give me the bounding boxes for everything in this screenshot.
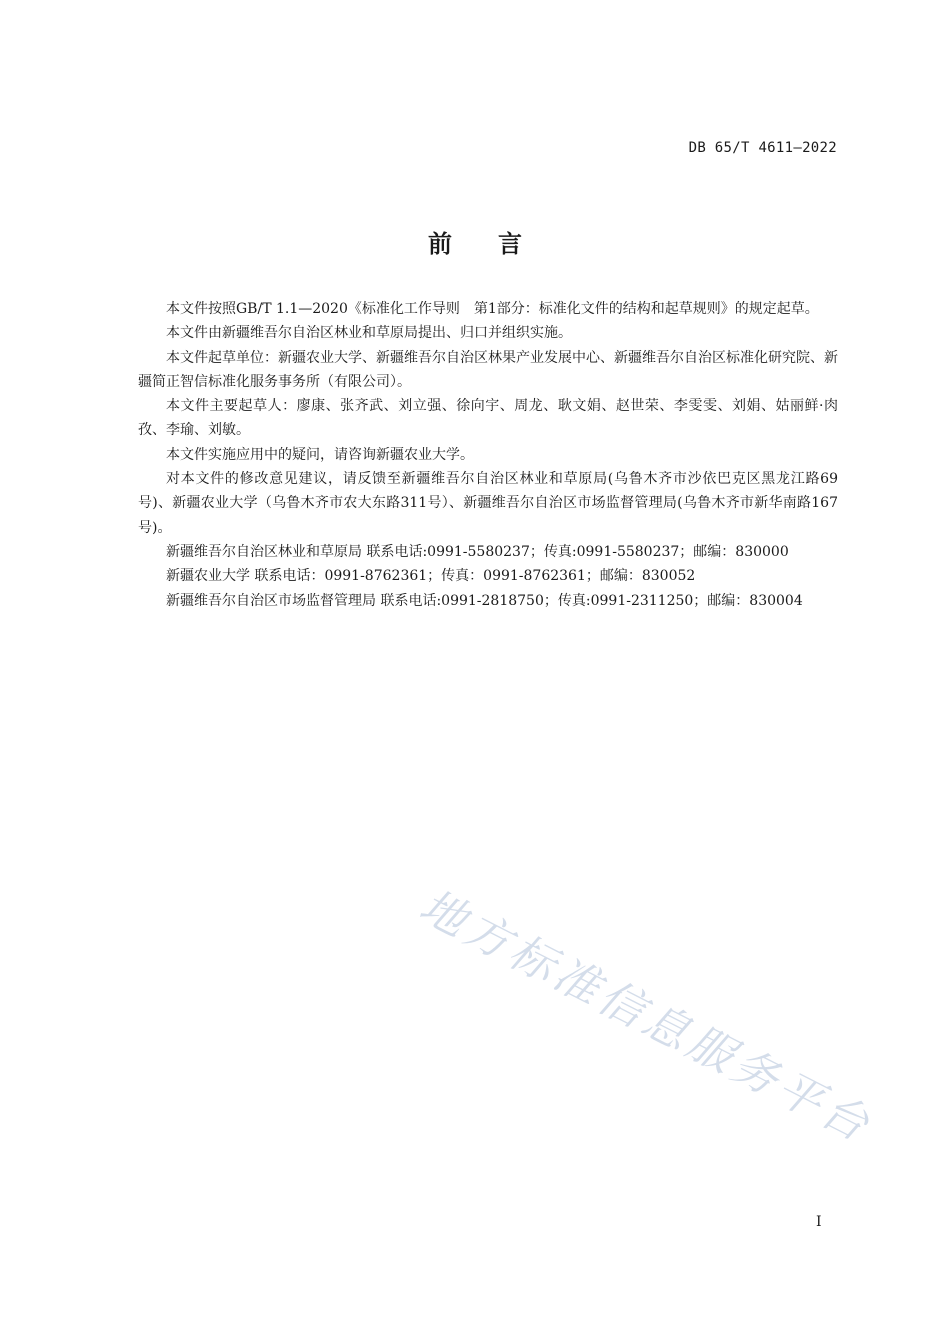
paragraph-inquiry: 本文件实施应用中的疑问，请咨询新疆农业大学。 [166, 446, 474, 463]
preface-body [138, 297, 838, 613]
page-number: I [816, 1214, 822, 1230]
contact-line-agricultural-university: 新疆农业大学 联系电话：0991-8762361；传真：0991-8762361；邮编：830052 [166, 568, 696, 585]
paragraph-proposer: 本文件由新疆维吾尔自治区林业和草原局提出、归口并组织实施。 [166, 325, 572, 342]
page-title: 前言 [428, 230, 568, 258]
paragraph-drafting-rules: 本文件按照GB/T 1.1—2020《标准化工作导则 第1部分：标准化文件的结构和起草规则》的规定起草。 [166, 301, 819, 317]
paragraph-drafters: 本文件主要起草人：廖康、张齐武、刘立强、徐向宇、周龙、耿文娟、赵世荣、李雯雯、刘娟、姑丽鲜·肉孜、李瑜、刘敏。 [138, 398, 838, 439]
standard-code: DB 65/T 4611—2022 [688, 140, 837, 156]
contact-line-market-supervision: 新疆维吾尔自治区市场监督管理局 联系电话:0991-2818750；传真:0991-2311250；邮编：830004 [166, 592, 803, 609]
watermark: 地方标准信息服务平台 [411, 878, 881, 1154]
paragraph-feedback: 对本文件的修改意见建议，请反馈至新疆维吾尔自治区林业和草原局(乌鲁木齐市沙依巴克区黑龙江路69号)、新疆农业大学（乌鲁木齐市农大东路311号）、新疆维吾尔自治区市场监督管理局(乌鲁木齐市新华南路167号)。 [138, 471, 838, 536]
contact-line-forestry-bureau: 新疆维吾尔自治区林业和草原局 联系电话:0991-5580237；传真:0991-5580237；邮编：830000 [166, 543, 789, 560]
paragraph-drafting-units: 本文件起草单位：新疆农业大学、新疆维吾尔自治区林果产业发展中心、新疆维吾尔自治区标准化研究院、新疆简正智信标准化服务事务所（有限公司）。 [138, 349, 838, 390]
